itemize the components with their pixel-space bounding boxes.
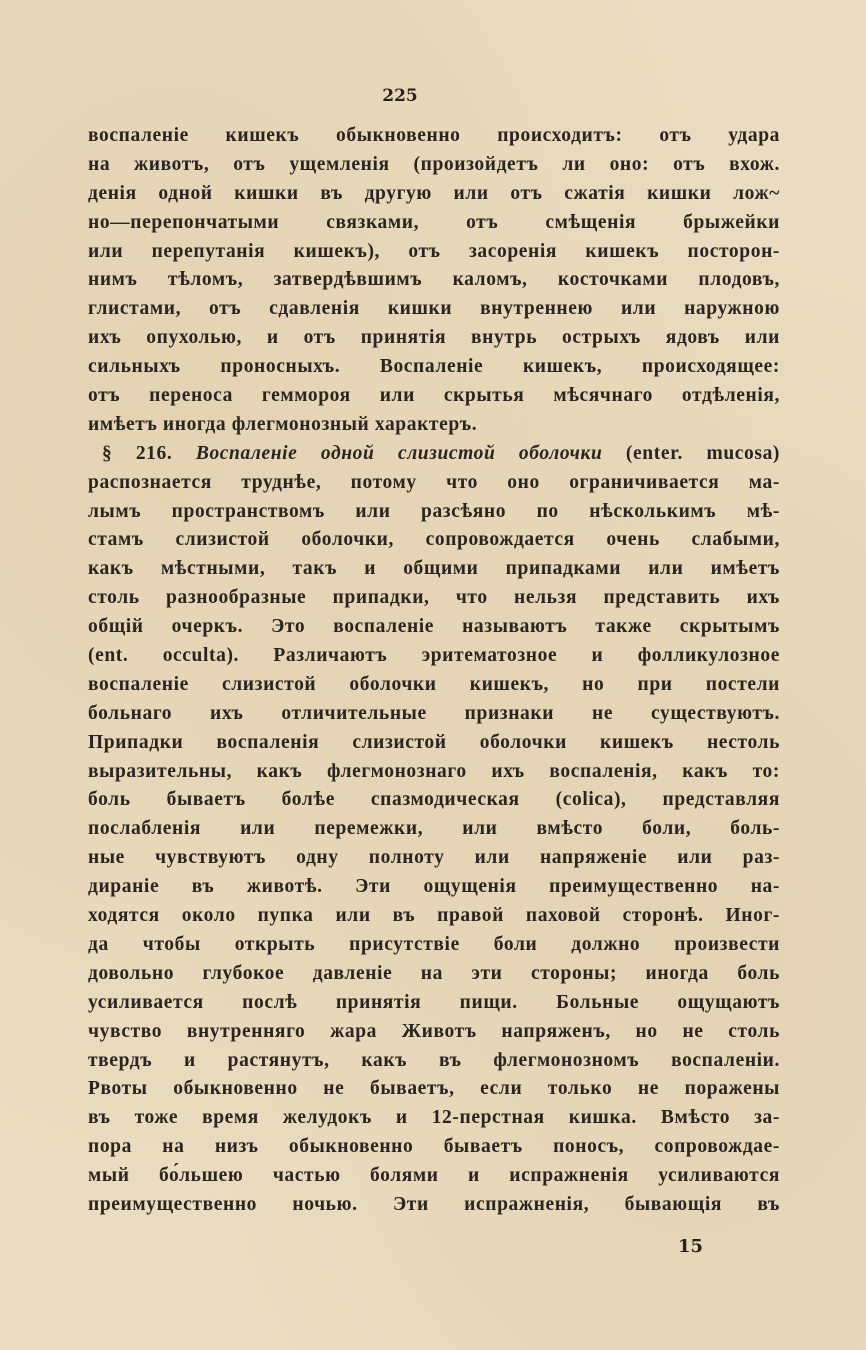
text-line: выразительны, какъ флегмонознаго ихъ воспаленія, какъ то: (88, 760, 780, 782)
text-line: на животъ, отъ ущемленія (произойдетъ ли оно: отъ вхож. (88, 153, 780, 175)
text-line: Припадки воспаленія слизистой оболочки кишекъ нестоль (88, 731, 780, 753)
text-line: (ent. occulta). Различаютъ эритематозное и фолликулозное (88, 645, 780, 667)
text-line: воспаленіе слизистой оболочки кишекъ, но при постели (88, 673, 780, 695)
text-line: да чтобы открыть присутствіе боли должно произвести (88, 933, 780, 955)
text-line: воспаленіе кишекъ обыкновенно происходитъ: отъ удара (88, 125, 780, 146)
body-text (88, 122, 780, 1220)
text-line: Рвоты обыкновенно не бываетъ, если только не поражены (88, 1078, 780, 1100)
text-line: преимущественно ночью. Эти испражненія, бывающія въ (88, 1193, 780, 1215)
text-line: дираніе въ животѣ. Эти ощущенія преимущественно на- (88, 876, 780, 898)
signature-mark: 15 (678, 1236, 704, 1257)
text-line: твердъ и растянутъ, какъ въ флегмонозномъ воспаленіи. (88, 1049, 780, 1071)
text-line: отъ переноса геммороя или скрытья мѣсячнаго отдѣленія, (88, 385, 780, 407)
text-line: стамъ слизистой оболочки, сопровождается очень слабыми, (88, 529, 780, 551)
text-line: имѣетъ иногда флегмонозный характеръ. (88, 413, 478, 435)
section-title: Воспаленіе одной слизистой оболочки (195, 442, 603, 464)
text-line: чувство внутренняго жара Животъ напряженъ, но не столь (88, 1020, 780, 1042)
text-line: усиливается послѣ принятія пищи. Больные ощущаютъ (88, 991, 780, 1013)
text-line: мый бо́льшею частью болями и испражненія усиливаются (88, 1165, 780, 1187)
text-line: сильныхъ проносныхъ. Воспаленіе кишекъ, происходящее: (88, 356, 780, 378)
text-line: пора на низъ обыкновенно бываетъ поносъ, сопровождае- (88, 1136, 780, 1158)
text-line: общій очеркъ. Это воспаленіе называютъ также скрытымъ (88, 616, 780, 638)
section-number: § 216. (102, 442, 173, 464)
text-line: послабленія или перемежки, или вмѣсто боли, боль- (88, 818, 780, 840)
section-heading-line (88, 440, 780, 469)
text-line: распознается труднѣе, потому что оно ограничивается ма- (88, 471, 780, 493)
page-number: 225 (382, 86, 418, 106)
text-line: больнаго ихъ отличительные признаки не существуютъ. (88, 702, 780, 724)
text-line: боль бываетъ болѣе спазмодическая (colica), представляя (88, 789, 780, 811)
text-line: въ тоже время желудокъ и 12-перстная кишка. Вмѣсто за- (88, 1107, 780, 1129)
text-line: но—перепончатыми связками, отъ смѣщенія брыжейки (88, 211, 780, 233)
text-line: лымъ пространствомъ или разсѣяно по нѣсколькимъ мѣ- (88, 500, 780, 522)
text-line: глистами, отъ сдавленія кишки внутреннею или наружною (88, 298, 780, 320)
text-line: ные чувствуютъ одну полноту или напряженіе или раз- (88, 847, 780, 869)
section-title-rest: (enter. mucosa) (602, 442, 780, 464)
text-line: столь разнообразные припадки, что нельзя представить ихъ (88, 587, 780, 609)
text-line: или перепутанія кишекъ), отъ засоренія кишекъ посторон- (88, 240, 780, 262)
text-line: довольно глубокое давленіе на эти стороны; иногда боль (88, 962, 780, 984)
text-line: ихъ опухолью, и отъ принятія внутрь острыхъ ядовъ или (88, 327, 780, 349)
text-line: денія одной кишки въ другую или отъ сжатія кишки лож~ (88, 182, 780, 204)
text-line: нимъ тѣломъ, затвердѣвшимъ каломъ, косточками плодовъ, (88, 269, 780, 291)
text-line: какъ мѣстными, такъ и общими припадками или имѣетъ (88, 558, 780, 580)
text-line: ходятся около пупка или въ правой паховой сторонѣ. Иног- (88, 905, 780, 927)
